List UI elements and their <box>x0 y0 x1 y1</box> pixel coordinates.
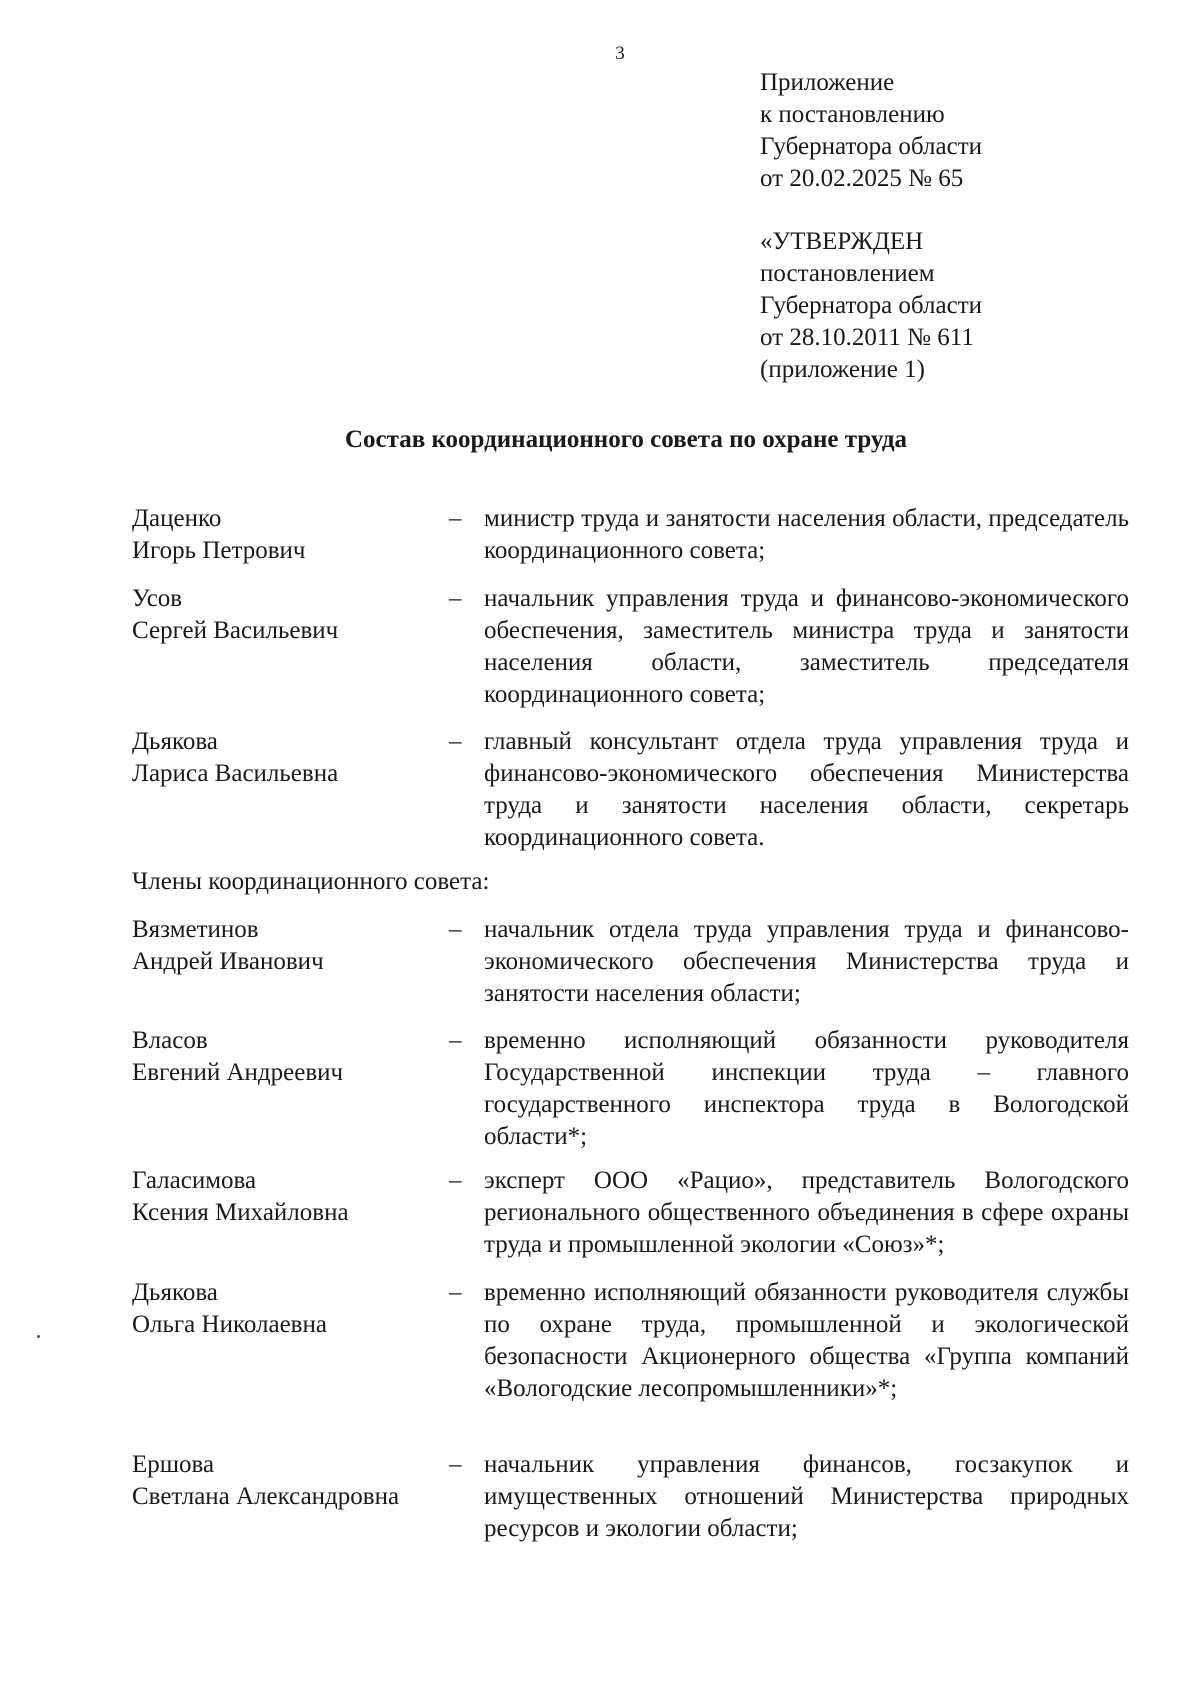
person-name <box>132 1449 452 1513</box>
person-name <box>132 503 452 567</box>
person-surname: Усов <box>132 585 183 612</box>
approval-block <box>760 226 1160 386</box>
person-name <box>132 914 452 978</box>
dash-separator: – <box>449 1167 462 1194</box>
appendix-line: Губернатора области <box>760 133 982 160</box>
dash-separator: – <box>449 1451 462 1478</box>
person-surname: Ершова <box>132 1451 215 1478</box>
person-given-name: Андрей Иванович <box>132 948 324 975</box>
person-surname: Дьякова <box>132 728 218 755</box>
person-surname: Дьякова <box>132 1279 218 1306</box>
person-name <box>132 1277 452 1341</box>
person-position: министр труда и занятости населения области, председатель координационного совета; <box>484 505 1129 564</box>
person-surname: Вязметинов <box>132 916 259 943</box>
person-given-name: Светлана Александровна <box>132 1483 400 1510</box>
appendix-block <box>760 67 1160 195</box>
person-position: временно исполняющий обязанности руководителя Государственной инспекции труда – главного государственного инспектора труда в Вологодской области*; <box>484 1027 1129 1150</box>
person-position: эксперт ООО «Рацио», представитель Вологодского регионального общественного объединения в сфере охраны труда и промышленной экологии «Союз»*; <box>484 1167 1129 1258</box>
scan-speck <box>37 1335 40 1338</box>
person-given-name: Сергей Васильевич <box>132 617 339 644</box>
person-position: начальник управления финансов, госзакупок и имущественных отношений Министерства природных ресурсов и экологии области; <box>484 1451 1129 1542</box>
dash-separator: – <box>449 728 462 755</box>
approval-line: постановлением <box>760 260 935 287</box>
person-given-name: Лариса Васильевна <box>132 760 339 787</box>
appendix-line: к постановлению <box>760 101 945 128</box>
appendix-line: от 20.02.2025 № 65 <box>760 165 964 192</box>
person-surname: Даценко <box>132 505 222 532</box>
dash-separator: – <box>449 916 462 943</box>
person-name <box>132 583 452 647</box>
person-position: главный консультант отдела труда управления труда и финансово-экономического обеспечения Министерства труда и занятости населения области, секретарь координационного совета. <box>484 728 1129 851</box>
person-given-name: Евгений Андреевич <box>132 1059 344 1086</box>
approval-line: Губернатора области <box>760 292 982 319</box>
dash-separator: – <box>449 505 462 532</box>
page-number: 3 <box>615 43 625 64</box>
dash-separator: – <box>449 1279 462 1306</box>
person-given-name: Ольга Николаевна <box>132 1311 327 1338</box>
document-title: Состав координационного совета по охране труда <box>344 426 907 453</box>
person-position: временно исполняющий обязанности руководителя службы по охране труда, промышленной и экологической безопасности Акционерного общества «Группа компаний «Вологодские лесопромышленники»*; <box>484 1279 1129 1402</box>
person-name <box>132 726 452 790</box>
person-name <box>132 1165 452 1229</box>
members-heading: Члены координационного совета: <box>132 868 490 895</box>
person-given-name: Ксения Михайловна <box>132 1199 349 1226</box>
person-name <box>132 1025 452 1089</box>
person-given-name: Игорь Петрович <box>132 537 306 564</box>
approval-line: (приложение 1) <box>760 356 925 383</box>
person-surname: Власов <box>132 1027 208 1054</box>
person-surname: Галасимова <box>132 1167 257 1194</box>
person-position: начальник отдела труда управления труда и финансово-экономического обеспечения Министерства труда и занятости населения области; <box>484 916 1129 1007</box>
dash-separator: – <box>449 585 462 612</box>
approval-line: «УТВЕРЖДЕН <box>760 228 924 255</box>
person-position: начальник управления труда и финансово-экономического обеспечения, заместитель министра труда и занятости населения области, заместитель председателя координационного совета; <box>484 585 1129 708</box>
dash-separator: – <box>449 1027 462 1054</box>
appendix-line: Приложение <box>760 69 895 96</box>
approval-line: от 28.10.2011 № 611 <box>760 324 974 351</box>
